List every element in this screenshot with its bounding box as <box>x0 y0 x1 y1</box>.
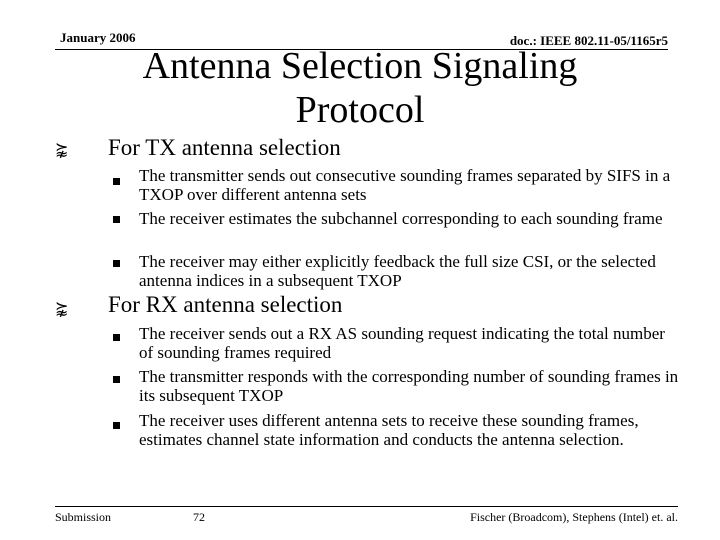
list-item: The receiver uses different antenna sets to receive these sounding frames, estimates channel state information and conducts the antenna selection. <box>139 411 639 449</box>
list-item: The receiver sends out a RX AS sounding request indicating the total number of sounding frames required <box>139 324 665 362</box>
section-heading: For RX antenna selection <box>108 292 343 317</box>
square-bullet-icon <box>113 376 120 383</box>
section-bullet-icon: ⪺ <box>55 300 69 317</box>
footer-divider <box>55 506 678 507</box>
square-bullet-icon <box>113 178 120 185</box>
square-bullet-icon <box>113 216 120 223</box>
slide-title-line-2: Protocol <box>295 89 425 131</box>
slide-title <box>100 44 620 132</box>
list-item: The transmitter sends out consecutive sounding frames separated by SIFS in a TXOP over different antenna sets <box>139 166 671 204</box>
header-date: January 2006 <box>60 30 136 45</box>
square-bullet-icon <box>113 334 120 341</box>
list-item: The transmitter responds with the corresponding number of sounding frames in its subsequent TXOP <box>139 367 679 405</box>
square-bullet-icon <box>113 260 120 267</box>
list-item: The receiver may either explicitly feedback the full size CSI, or the selected antenna indices in a subsequent TXOP <box>139 252 656 290</box>
header-doc-id: doc.: IEEE 802.11-05/1165r5 <box>509 33 668 48</box>
section-heading: For TX antenna selection <box>108 135 341 160</box>
footer-page-number: 72 <box>193 510 205 524</box>
square-bullet-icon <box>113 422 120 429</box>
section-bullet-icon: ⪺ <box>55 141 69 158</box>
slide-title-line-1: Antenna Selection Signaling <box>142 45 578 87</box>
footer-submission: Submission <box>55 510 112 524</box>
footer-authors: Fischer (Broadcom), Stephens (Intel) et. al. <box>470 510 678 524</box>
list-item: The receiver estimates the subchannel corresponding to each sounding frame <box>139 209 663 228</box>
